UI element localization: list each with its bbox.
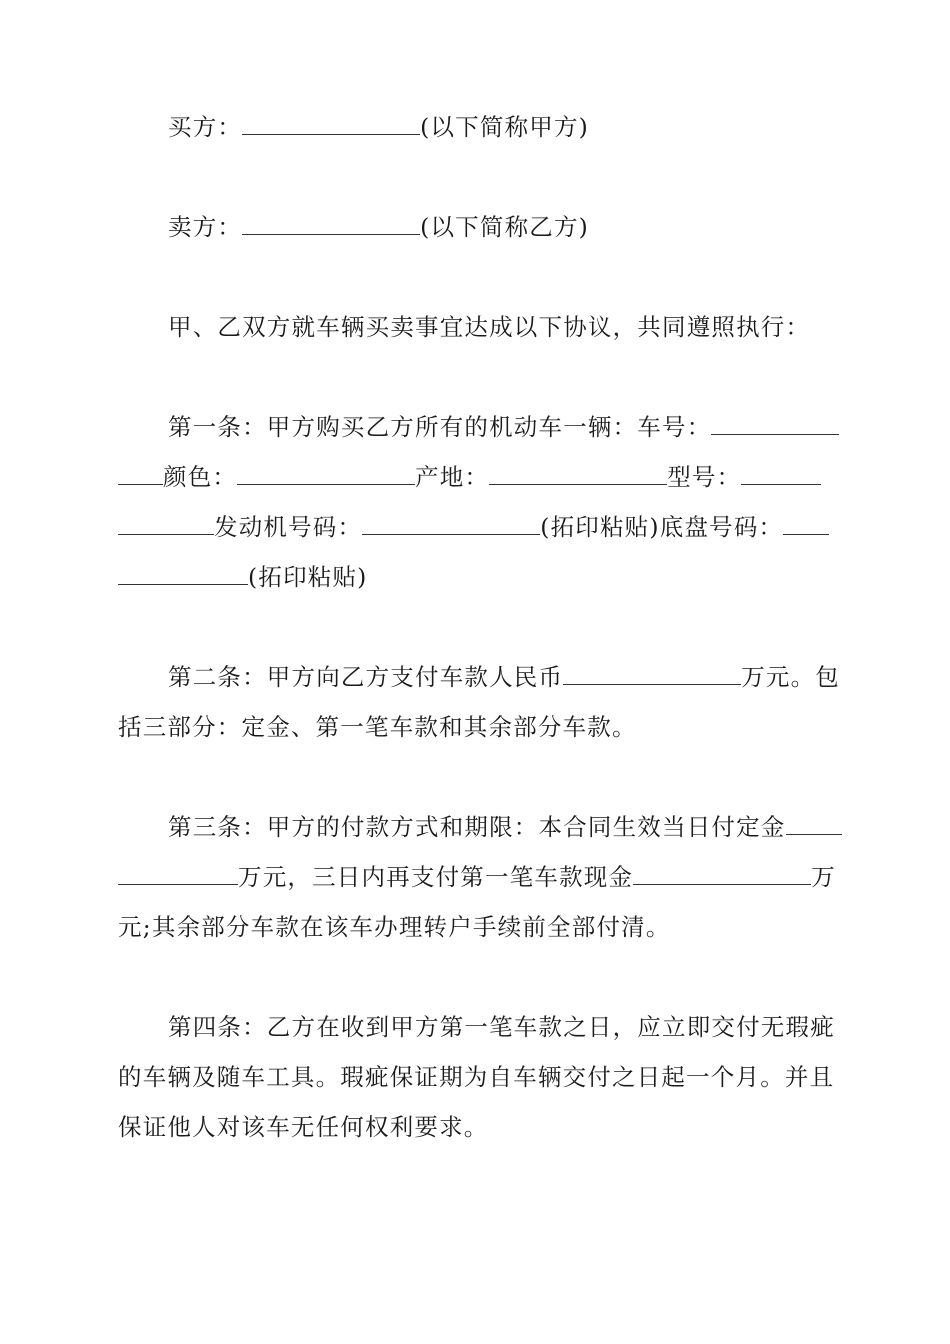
article2-unit: 万元。包 — [741, 663, 841, 691]
article4-line1 — [168, 1012, 834, 1042]
plate-number-blank-cont[interactable] — [118, 464, 163, 485]
buyer-suffix: (以下简称甲方) — [420, 113, 590, 141]
article1-line2 — [118, 462, 834, 492]
article3-line3 — [118, 912, 834, 942]
chassis-number-blank-cont[interactable] — [118, 564, 248, 585]
intro-text: 甲、乙双方就车辆买卖事宜达成以下协议，共同遵照执行： — [168, 313, 811, 341]
model-blank[interactable] — [741, 464, 821, 485]
seller-blank[interactable] — [242, 214, 420, 235]
chassis-number-blank[interactable] — [783, 514, 829, 535]
article3-mid: 万元，三日内再支付第一笔车款现金 — [238, 863, 634, 891]
seller-line — [168, 212, 834, 242]
article2-text: 括三部分：定金、第一笔车款和其余部分车款。 — [118, 713, 637, 741]
article3-unit: 万 — [811, 863, 836, 891]
article4-line2 — [118, 1062, 834, 1092]
buyer-blank[interactable] — [242, 114, 420, 135]
article2-line2 — [118, 712, 834, 742]
article3-lead: 第三条：甲方的付款方式和期限：本合同生效当日付定金 — [168, 813, 786, 841]
article4-text-1: 第四条：乙方在收到甲方第一笔车款之日，应立即交付无瑕疵 — [168, 1013, 835, 1041]
article4-line3 — [118, 1112, 834, 1142]
article3-text: 元;其余部分车款在该车办理转户手续前全部付清。 — [118, 913, 671, 941]
deposit-blank[interactable] — [786, 814, 842, 835]
buyer-label: 买方： — [168, 113, 243, 141]
model-label: 型号： — [667, 463, 742, 491]
origin-blank[interactable] — [489, 464, 667, 485]
rubbing-note-1: (拓印粘贴) — [540, 513, 660, 541]
article4-text-2: 的车辆及随车工具。瑕疵保证期为自车辆交付之日起一个月。并且 — [118, 1063, 835, 1091]
deposit-blank-cont[interactable] — [118, 864, 238, 885]
rubbing-note-2: (拓印粘贴) — [248, 563, 368, 591]
article2-line1 — [168, 662, 841, 692]
seller-suffix: (以下简称乙方) — [420, 213, 590, 241]
article3-line2 — [118, 862, 834, 892]
article2-lead: 第二条：甲方向乙方支付车款人民币 — [168, 663, 564, 691]
plate-number-blank[interactable] — [711, 414, 839, 435]
first-payment-blank[interactable] — [633, 864, 811, 885]
article4-text-3: 保证他人对该车无任何权利要求。 — [118, 1113, 489, 1141]
engine-number-blank[interactable] — [362, 514, 540, 535]
color-blank[interactable] — [237, 464, 415, 485]
price-blank[interactable] — [563, 664, 741, 685]
article3-line1 — [168, 812, 834, 842]
color-label: 颜色： — [163, 463, 238, 491]
origin-label: 产地： — [415, 463, 490, 491]
article1-line4 — [118, 562, 834, 592]
article1-line1 — [168, 412, 834, 442]
model-blank-cont[interactable] — [118, 514, 214, 535]
article1-lead: 第一条：甲方购买乙方所有的机动车一辆：车号： — [168, 413, 712, 441]
seller-label: 卖方： — [168, 213, 243, 241]
buyer-line — [168, 112, 834, 142]
chassis-label: 底盘号码： — [659, 513, 784, 541]
article1-line3 — [118, 512, 834, 542]
intro-line — [168, 312, 834, 342]
engine-label: 发动机号码： — [214, 513, 363, 541]
